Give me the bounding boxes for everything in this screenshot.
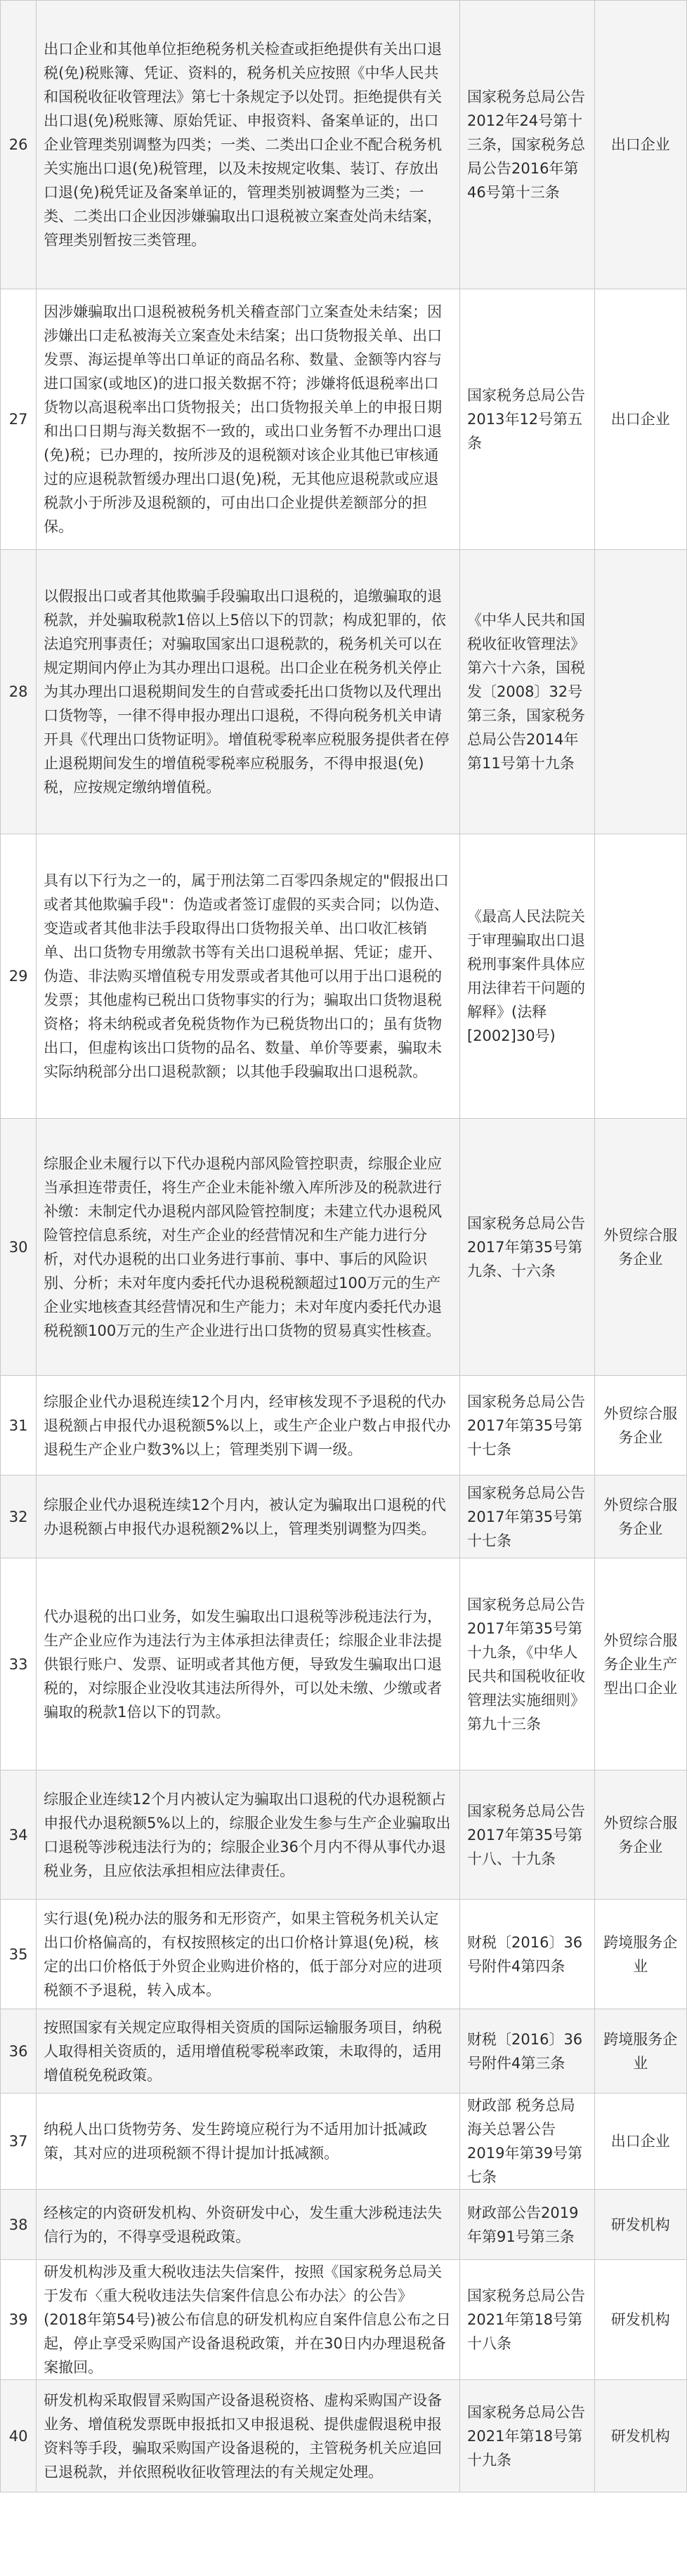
- legal-basis: 财政部公告2019年第91号第三条: [460, 2190, 595, 2260]
- applicable-entity: 外贸综合服务企业: [594, 1476, 686, 1558]
- table-row: [1, 2094, 687, 2190]
- table-row: [1, 834, 687, 1119]
- violation-description: 纳税人出口货物劳务、发生跨境应税行为不适用加计抵减政策，其对应的进项税额不得计提加计抵减额。: [37, 2094, 460, 2190]
- row-number: 26: [1, 1, 37, 289]
- violation-description: 综服企业未履行以下代办退税内部风险管控职责，综服企业应当承担连带责任，将生产企业未能补缴入库所涉及的税款进行补缴：未制定代办退税内部风险管控制度；未建立代办退税风险管控信息系统，对生产企业的经营情况和生产能力进行分析，对代办退税的出口业务进行事前、事中、事后的风险识别、分析；未对年度内委托代办退税税额超过100万元的生产企业实地核查其经营情况和生产能力；未对年度内委托代办退税税额100万元的生产企业进行出口货物的贸易真实性核查。: [37, 1119, 460, 1376]
- legal-basis: 财政部 税务总局 海关总署公告2019年第39号第七条: [460, 2094, 595, 2190]
- violation-description: 代办退税的出口业务，如发生骗取出口退税等涉税违法行为，生产企业应作为违法行为主体承担法律责任；综服企业非法提供银行账户、发票、证明或者其他方便，导致发生骗取出口退税的，对综服企业没收其违法所得外，可以处未缴、少缴或者骗取的税款1倍以下的罚款。: [37, 1558, 460, 1770]
- table-row: [1, 1900, 687, 2009]
- legal-basis: 国家税务总局公告2012年24号第十三条，国家税务总局公告2016年第46号第十三条: [460, 1, 595, 289]
- table-row: [1, 2190, 687, 2260]
- row-number: 31: [1, 1376, 37, 1476]
- applicable-entity: [594, 550, 686, 834]
- violation-description: 综服企业代办退税连续12个月内，被认定为骗取出口退税的代办退税额占申报代办退税额2%以上，管理类别调整为四类。: [37, 1476, 460, 1558]
- row-number: 37: [1, 2094, 37, 2190]
- legal-basis: 国家税务总局公告2017年第35号第十八、十九条: [460, 1770, 595, 1900]
- table-row: [1, 1476, 687, 1558]
- table-row: [1, 2260, 687, 2380]
- table-row: [1, 2009, 687, 2094]
- legal-basis: 国家税务总局公告2013年12号第五条: [460, 289, 595, 550]
- legal-basis: 国家税务总局公告2017年第35号第十七条: [460, 1476, 595, 1558]
- legal-basis: 财税〔2016〕36号附件4第四条: [460, 1900, 595, 2009]
- applicable-entity: 跨境服务企业: [594, 2009, 686, 2094]
- row-number: 39: [1, 2260, 37, 2380]
- row-number: 40: [1, 2380, 37, 2492]
- legal-basis: 国家税务总局公告2021年第18号第十九条: [460, 2380, 595, 2492]
- legal-basis: 国家税务总局公告2021年第18号第十八条: [460, 2260, 595, 2380]
- legal-basis: 国家税务总局公告2017年第35号第十七条: [460, 1376, 595, 1476]
- row-number: 35: [1, 1900, 37, 2009]
- legal-basis: 《中华人民共和国税收征收管理法》第六十六条，国税发〔2008〕32号第三条，国家税务总局公告2014年第11号第十九条: [460, 550, 595, 834]
- applicable-entity: 外贸综合服务企业: [594, 1376, 686, 1476]
- legal-basis: 国家税务总局公告2017年第35号第九条、十六条: [460, 1119, 595, 1376]
- row-number: 34: [1, 1770, 37, 1900]
- violation-description: 按照国家有关规定应取得相关资质的国际运输服务项目，纳税人取得相关资质的，适用增值税零税率政策，未取得的，适用增值税免税政策。: [37, 2009, 460, 2094]
- applicable-entity: 研发机构: [594, 2260, 686, 2380]
- legal-basis: 财税〔2016〕36号附件4第三条: [460, 2009, 595, 2094]
- table-row: [1, 2380, 687, 2492]
- applicable-entity: 出口企业: [594, 289, 686, 550]
- table-row: [1, 289, 687, 550]
- row-number: 27: [1, 289, 37, 550]
- row-number: 28: [1, 550, 37, 834]
- applicable-entity: 跨境服务企业: [594, 1900, 686, 2009]
- applicable-entity: 外贸综合服务企业: [594, 1770, 686, 1900]
- row-number: 36: [1, 2009, 37, 2094]
- row-number: 33: [1, 1558, 37, 1770]
- violation-description: 研发机构采取假冒采购国产设备退税资格、虚构采购国产设备业务、增值税发票既申报抵扣又申报退税、提供虚假退税申报资料等手段，骗取采购国产设备退税的，主管税务机关应追回已退税款，并依照税收征收管理法的有关规定处理。: [37, 2380, 460, 2492]
- violation-description: 具有以下行为之一的，属于刑法第二百零四条规定的"假报出口或者其他欺骗手段"：伪造或者签订虚假的买卖合同；以伪造、变造或者其他非法手段取得出口货物报关单、出口收汇核销单、出口货物专用缴款书等有关出口退税单据、凭证；虚开、伪造、非法购买增值税专用发票或者其他可以用于出口退税的发票；其他虚构已税出口货物事实的行为；骗取出口货物退税资格；将未纳税或者免税货物作为已税货物出口的；虽有货物出口，但虚构该出口货物的品名、数量、单价等要素，骗取未实际纳税部分出口退税款额；以其他手段骗取出口退税款。: [37, 834, 460, 1119]
- table-row: [1, 1376, 687, 1476]
- row-number: 30: [1, 1119, 37, 1376]
- violation-description: 研发机构涉及重大税收违法失信案件，按照《国家税务总局关于发布〈重大税收违法失信案件信息公布办法〉的公告》(2018年第54号)被公布信息的研发机构应自案件信息公布之日起，停止享受采购国产设备退税政策，并在30日内办理退税备案撤回。: [37, 2260, 460, 2380]
- legal-basis: 《最高人民法院关于审理骗取出口退税刑事案件具体应用法律若干问题的解释》(法释[2002]30号): [460, 834, 595, 1119]
- violation-description: 经核定的内资研发机构、外资研发中心，发生重大涉税违法失信行为的，不得享受退税政策。: [37, 2190, 460, 2260]
- violation-description: 以假报出口或者其他欺骗手段骗取出口退税的，追缴骗取的退税款，并处骗取税款1倍以上5倍以下的罚款；构成犯罪的，依法追究刑事责任；对骗取国家出口退税款的，税务机关可以在规定期间内停止为其办理出口退税。出口企业在税务机关停止为其办理出口退税期间发生的自营或委托出口货物以及代理出口货物等，一律不得申报办理出口退税，不得向税务机关申请开具《代理出口货物证明》。增值税零税率应税服务提供者在停止退税期间发生的增值税零税率应税服务，不得申报退(免)税，应按规定缴纳增值税。: [37, 550, 460, 834]
- violation-description: 综服企业连续12个月内被认定为骗取出口退税的代办退税额占申报代办退税额5%以上的，综服企业发生参与生产企业骗取出口退税等涉税违法行为的；综服企业36个月内不得从事代办退税业务，且应依法承担相应法律责任。: [37, 1770, 460, 1900]
- applicable-entity: 外贸综合服务企业生产型出口企业: [594, 1558, 686, 1770]
- legal-basis: 国家税务总局公告2017年第35号第十九条，《中华人民共和国税收征收管理法实施细则》第九十三条: [460, 1558, 595, 1770]
- table-row: [1, 1770, 687, 1900]
- table-row: [1, 550, 687, 834]
- violation-description: 出口企业和其他单位拒绝税务机关检查或拒绝提供有关出口退税(免)税账簿、凭证、资料的，税务机关应按照《中华人民共和国税收征收管理法》第七十条规定予以处罚。拒绝提供有关出口退(免)税账簿、原始凭证、申报资料、备案单证的，出口企业管理类别调整为四类；一类、二类出口企业不配合税务机关实施出口退(免)税管理，以及未按规定收集、装订、存放出口退(免)税凭证及备案单证的，管理类别被调整为三类；一类、二类出口企业因涉嫌骗取出口退税被立案查处尚未结案，管理类别暂按三类管理。: [37, 1, 460, 289]
- applicable-entity: [594, 834, 686, 1119]
- applicable-entity: 外贸综合服务企业: [594, 1119, 686, 1376]
- applicable-entity: 研发机构: [594, 2190, 686, 2260]
- row-number: 32: [1, 1476, 37, 1558]
- table-row: [1, 1558, 687, 1770]
- row-number: 38: [1, 2190, 37, 2260]
- violation-description: 实行退(免)税办法的服务和无形资产，如果主管税务机关认定出口价格偏高的，有权按照核定的出口价格计算退(免)税，核定的出口价格低于外贸企业购进价格的，低于部分对应的进项税额不予退税，转入成本。: [37, 1900, 460, 2009]
- table-row: [1, 1119, 687, 1376]
- applicable-entity: 出口企业: [594, 1, 686, 289]
- table-row: [1, 1, 687, 289]
- violation-description: 因涉嫌骗取出口退税被税务机关稽查部门立案查处未结案；因涉嫌出口走私被海关立案查处未结案；出口货物报关单、出口发票、海运提单等出口单证的商品名称、数量、金额等内容与进口国家(或地区)的进口报关数据不符；涉嫌将低退税率出口货物以高退税率出口货物报关；出口货物报关单上的申报日期和出口日期与海关数据不一致的，或出口业务暂不办理出口退(免)税；已办理的，按所涉及的退税额对该企业其他已审核通过的应退税款暂缓办理出口退(免)税，无其他应退税款或应退税款小于所涉及退税额的，可由出口企业提供差额部分的担保。: [37, 289, 460, 550]
- applicable-entity: 研发机构: [594, 2380, 686, 2492]
- row-number: 29: [1, 834, 37, 1119]
- violation-description: 综服企业代办退税连续12个月内，经审核发现不予退税的代办退税额占申报代办退税额5%以上，或生产企业户数占申报代办退税生产企业户数3%以上；管理类别下调一级。: [37, 1376, 460, 1476]
- applicable-entity: 出口企业: [594, 2094, 686, 2190]
